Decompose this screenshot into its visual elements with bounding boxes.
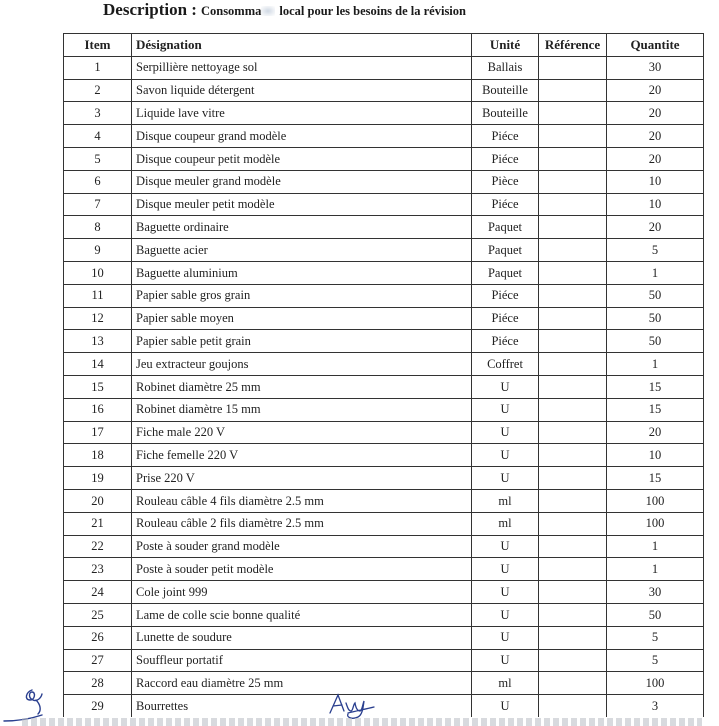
cell-unit: U <box>472 581 539 604</box>
cell-item: 4 <box>64 125 132 148</box>
cell-item: 17 <box>64 421 132 444</box>
header-quantity: Quantite <box>607 34 704 57</box>
cell-designation: Souffleur portatif <box>132 649 472 672</box>
table-row <box>64 535 704 558</box>
cell-item: 25 <box>64 603 132 626</box>
cell-unit: ml <box>472 672 539 695</box>
cell-designation: Papier sable moyen <box>132 307 472 330</box>
cell-unit: Coffret <box>472 353 539 376</box>
table-row <box>64 261 704 284</box>
cell-unit: Piéce <box>472 330 539 353</box>
cell-designation: Serpillière nettoyage sol <box>132 56 472 79</box>
cell-item: 29 <box>64 695 132 717</box>
cell-unit: U <box>472 695 539 717</box>
cell-unit: U <box>472 558 539 581</box>
cell-reference <box>539 581 607 604</box>
cell-reference <box>539 239 607 262</box>
cell-quantity: 10 <box>607 170 704 193</box>
ink-smudge <box>261 6 275 16</box>
cell-unit: U <box>472 467 539 490</box>
cell-designation: Raccord eau diamètre 25 mm <box>132 672 472 695</box>
cell-unit: Piéce <box>472 147 539 170</box>
cell-unit: ml <box>472 489 539 512</box>
cell-quantity: 20 <box>607 79 704 102</box>
table-row <box>64 444 704 467</box>
cell-item: 8 <box>64 216 132 239</box>
cell-item: 3 <box>64 102 132 125</box>
cell-designation: Lame de colle scie bonne qualité <box>132 603 472 626</box>
cell-designation: Savon liquide détergent <box>132 79 472 102</box>
cell-unit: U <box>472 535 539 558</box>
cell-reference <box>539 535 607 558</box>
cell-reference <box>539 102 607 125</box>
header-unit: Unité <box>472 34 539 57</box>
cell-reference <box>539 147 607 170</box>
table-row <box>64 147 704 170</box>
cell-designation: Baguette acier <box>132 239 472 262</box>
cell-quantity: 5 <box>607 649 704 672</box>
cell-designation: Prise 220 V <box>132 467 472 490</box>
cell-item: 20 <box>64 489 132 512</box>
cell-quantity: 1 <box>607 261 704 284</box>
cell-unit: U <box>472 444 539 467</box>
cell-quantity: 15 <box>607 467 704 490</box>
cell-quantity: 15 <box>607 375 704 398</box>
cell-quantity: 10 <box>607 444 704 467</box>
cell-unit: U <box>472 398 539 421</box>
header-reference: Référence <box>539 34 607 57</box>
cell-designation: Disque meuler petit modèle <box>132 193 472 216</box>
cell-designation: Disque coupeur petit modèle <box>132 147 472 170</box>
cell-reference <box>539 558 607 581</box>
cell-designation: Cole joint 999 <box>132 581 472 604</box>
cell-quantity: 100 <box>607 512 704 535</box>
cell-unit: Ballais <box>472 56 539 79</box>
cell-reference <box>539 649 607 672</box>
cell-reference <box>539 672 607 695</box>
cell-item: 28 <box>64 672 132 695</box>
cell-quantity: 5 <box>607 626 704 649</box>
cell-item: 11 <box>64 284 132 307</box>
cell-reference <box>539 467 607 490</box>
cell-quantity: 5 <box>607 239 704 262</box>
cell-reference <box>539 626 607 649</box>
cell-reference <box>539 79 607 102</box>
cell-quantity: 15 <box>607 398 704 421</box>
table-row <box>64 330 704 353</box>
cell-designation: Disque meuler grand modèle <box>132 170 472 193</box>
cell-designation: Liquide lave vitre <box>132 102 472 125</box>
cell-quantity: 10 <box>607 193 704 216</box>
cell-reference <box>539 695 607 717</box>
cell-unit: U <box>472 421 539 444</box>
cell-unit: Pièce <box>472 170 539 193</box>
cell-unit: Paquet <box>472 216 539 239</box>
cell-item: 18 <box>64 444 132 467</box>
cell-quantity: 1 <box>607 535 704 558</box>
cell-designation: Poste à souder petit modèle <box>132 558 472 581</box>
cell-quantity: 50 <box>607 330 704 353</box>
cell-item: 5 <box>64 147 132 170</box>
cell-quantity: 20 <box>607 421 704 444</box>
cell-unit: Piéce <box>472 125 539 148</box>
table-row <box>64 398 704 421</box>
cell-item: 19 <box>64 467 132 490</box>
cell-unit: Piéce <box>472 307 539 330</box>
table-row <box>64 216 704 239</box>
cell-quantity: 1 <box>607 353 704 376</box>
table-row <box>64 125 704 148</box>
table-row <box>64 603 704 626</box>
cell-item: 14 <box>64 353 132 376</box>
table-row <box>64 558 704 581</box>
cell-unit: U <box>472 375 539 398</box>
cell-quantity: 100 <box>607 489 704 512</box>
cell-item: 22 <box>64 535 132 558</box>
cell-item: 10 <box>64 261 132 284</box>
table-row <box>64 353 704 376</box>
table-row <box>64 170 704 193</box>
cell-designation: Baguette aluminium <box>132 261 472 284</box>
cell-reference <box>539 170 607 193</box>
table-row <box>64 467 704 490</box>
cell-quantity: 20 <box>607 147 704 170</box>
cell-designation: Jeu extracteur goujons <box>132 353 472 376</box>
cell-item: 7 <box>64 193 132 216</box>
cell-designation: Baguette ordinaire <box>132 216 472 239</box>
table-row <box>64 581 704 604</box>
cell-item: 24 <box>64 581 132 604</box>
cell-quantity: 3 <box>607 695 704 717</box>
cell-unit: Bouteille <box>472 79 539 102</box>
cell-quantity: 30 <box>607 56 704 79</box>
table-row <box>64 626 704 649</box>
cell-quantity: 50 <box>607 603 704 626</box>
cell-reference <box>539 375 607 398</box>
table-row <box>64 649 704 672</box>
cell-designation: Lunette de soudure <box>132 626 472 649</box>
header-item: Item <box>64 34 132 57</box>
cell-designation: Robinet diamètre 25 mm <box>132 375 472 398</box>
cell-item: 6 <box>64 170 132 193</box>
cell-quantity: 20 <box>607 102 704 125</box>
cell-unit: ml <box>472 512 539 535</box>
cell-unit: U <box>472 603 539 626</box>
cell-designation: Rouleau câble 2 fils diamètre 2.5 mm <box>132 512 472 535</box>
cell-unit: U <box>472 649 539 672</box>
table-row <box>64 672 704 695</box>
cell-item: 21 <box>64 512 132 535</box>
table-row <box>64 695 704 717</box>
cell-designation: Fiche femelle 220 V <box>132 444 472 467</box>
table-row <box>64 375 704 398</box>
cell-reference <box>539 444 607 467</box>
cell-reference <box>539 421 607 444</box>
table-row <box>64 193 704 216</box>
cell-unit: Paquet <box>472 239 539 262</box>
cell-designation: Papier sable petit grain <box>132 330 472 353</box>
cell-reference <box>539 603 607 626</box>
cell-reference <box>539 353 607 376</box>
header-designation: Désignation <box>132 34 472 57</box>
cell-reference <box>539 193 607 216</box>
cell-item: 27 <box>64 649 132 672</box>
cell-designation: Poste à souder grand modèle <box>132 535 472 558</box>
cell-quantity: 100 <box>607 672 704 695</box>
cell-quantity: 1 <box>607 558 704 581</box>
description-text-after: local pour les besoins de la révision <box>279 4 466 18</box>
cell-reference <box>539 125 607 148</box>
cell-designation: Papier sable gros grain <box>132 284 472 307</box>
cell-unit: Paquet <box>472 261 539 284</box>
cell-quantity: 30 <box>607 581 704 604</box>
description-line <box>103 0 466 20</box>
cell-designation: Bourrettes <box>132 695 472 717</box>
cell-item: 26 <box>64 626 132 649</box>
cell-reference <box>539 56 607 79</box>
table-row <box>64 102 704 125</box>
table-row <box>64 56 704 79</box>
cell-item: 9 <box>64 239 132 262</box>
cell-designation: Rouleau câble 4 fils diamètre 2.5 mm <box>132 489 472 512</box>
cell-quantity: 50 <box>607 284 704 307</box>
cell-reference <box>539 330 607 353</box>
table-row <box>64 307 704 330</box>
cell-reference <box>539 284 607 307</box>
cell-reference <box>539 261 607 284</box>
table-row <box>64 421 704 444</box>
cell-reference <box>539 307 607 330</box>
cell-item: 12 <box>64 307 132 330</box>
cell-unit: U <box>472 626 539 649</box>
table-row <box>64 284 704 307</box>
cell-item: 2 <box>64 79 132 102</box>
cell-quantity: 20 <box>607 216 704 239</box>
cell-designation: Disque coupeur grand modèle <box>132 125 472 148</box>
cell-unit: Bouteille <box>472 102 539 125</box>
cell-item: 1 <box>64 56 132 79</box>
cell-unit: Piéce <box>472 193 539 216</box>
table-row <box>64 79 704 102</box>
table-row <box>64 239 704 262</box>
cell-quantity: 50 <box>607 307 704 330</box>
items-table <box>63 33 704 717</box>
table-row <box>64 489 704 512</box>
cell-designation: Robinet diamètre 15 mm <box>132 398 472 421</box>
cell-item: 23 <box>64 558 132 581</box>
cell-designation: Fiche male 220 V <box>132 421 472 444</box>
description-label: Description : <box>103 0 197 19</box>
cell-reference <box>539 398 607 421</box>
description-text-before: Consomma <box>200 4 262 18</box>
table-header-row <box>64 34 704 57</box>
cell-item: 16 <box>64 398 132 421</box>
cell-reference <box>539 489 607 512</box>
table-row <box>64 512 704 535</box>
cell-item: 15 <box>64 375 132 398</box>
cell-item: 13 <box>64 330 132 353</box>
cell-reference <box>539 512 607 535</box>
cell-reference <box>539 216 607 239</box>
cell-unit: Piéce <box>472 284 539 307</box>
cell-quantity: 20 <box>607 125 704 148</box>
